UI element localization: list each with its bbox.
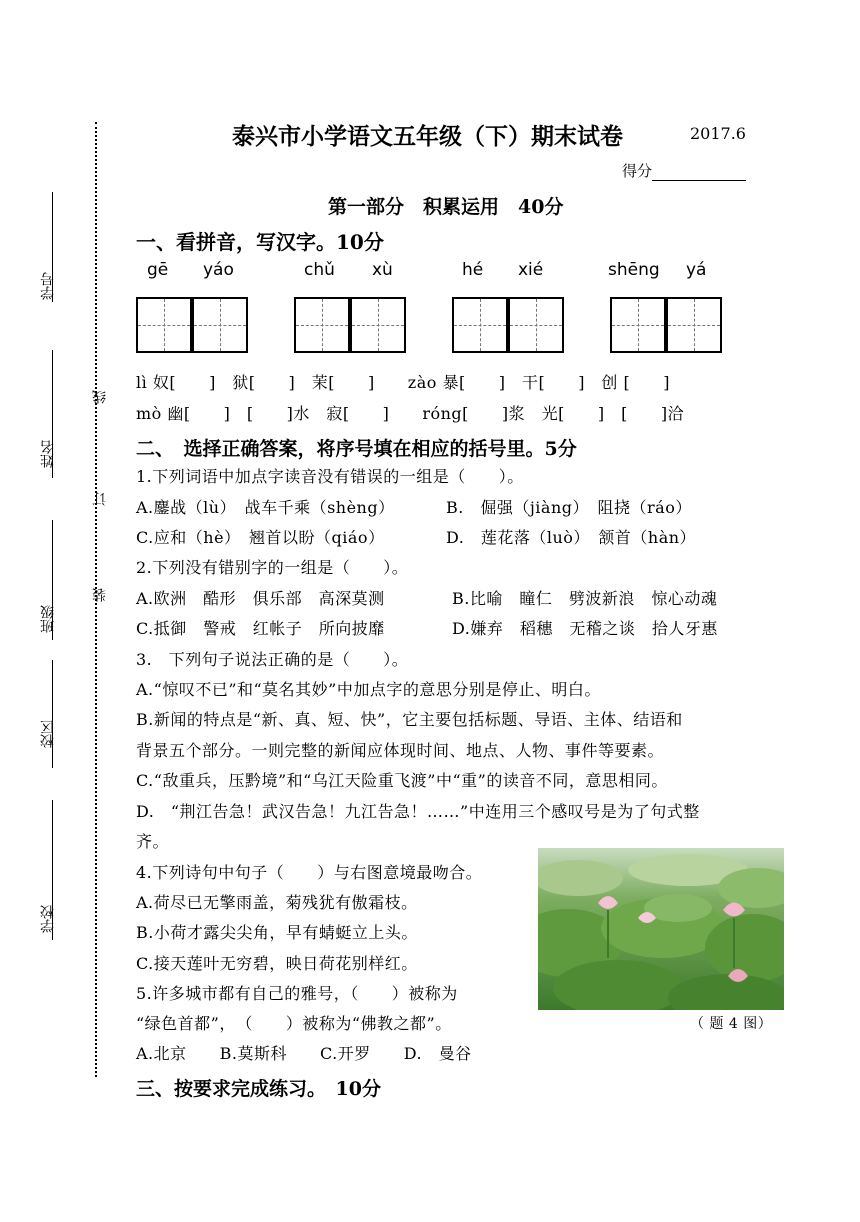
q3-option-a: A.“惊叹不已”和“莫名其妙”中加点字的意思分别是停止、明白。 <box>136 680 601 699</box>
pinyin-7: shēng <box>608 260 660 280</box>
campus-label: 校区 <box>40 720 56 748</box>
pinyin-2: yáo <box>203 260 234 280</box>
q3-option-b-line1: B.新闻的特点是“新、真、短、快”，它主要包括标题、导语、主体、结语和 <box>136 710 683 729</box>
q2-option-c: C.抵御 警戒 红帐子 所向披靡 <box>136 619 385 638</box>
question-5-line1: 5.许多城市都有自己的雅号，（ ）被称为 <box>136 984 458 1003</box>
writing-grid-cell[interactable] <box>666 297 722 353</box>
q1-option-b: B. 倔强（jiàng） 阻挠（ráo） <box>446 498 692 517</box>
student-id-label: 学号 <box>40 272 56 300</box>
question-4: 4.下列诗句中句子（ ）与右图意境最吻合。 <box>136 863 483 882</box>
writing-grid-cell[interactable] <box>610 297 666 353</box>
pinyin-1: gē <box>147 260 169 280</box>
binding-char-order: 订 <box>92 492 108 506</box>
binding-char-bind: 装 <box>92 588 108 602</box>
score-field[interactable] <box>622 160 746 181</box>
pinyin-3: chǔ <box>304 260 335 280</box>
section1-heading: 一、看拼音，写汉字。10分 <box>136 230 384 254</box>
school-label: 学校 <box>40 905 56 933</box>
section3-heading: 三、按要求完成练习。 10分 <box>136 1078 381 1100</box>
writing-grid-cell[interactable] <box>508 297 564 353</box>
question-5-line2: “绿色首都”， （ ）被称为“佛教之都”。 <box>136 1014 452 1033</box>
writing-grid-cell[interactable] <box>350 297 406 353</box>
q3-option-d-line1: D. “荆江告急！武汉告急！九江告急！……”中连用三个感叹号是为了句式整 <box>136 802 700 821</box>
q3-option-d-line2: 齐。 <box>136 832 170 851</box>
question-1: 1.下列词语中加点字读音没有错误的一组是（ ）。 <box>136 467 524 486</box>
pinyin-5: hé <box>462 260 484 280</box>
class-label: 班级 <box>40 605 56 633</box>
question-2: 2.下列没有错别字的一组是（ ）。 <box>136 558 409 577</box>
writing-grid-cell[interactable] <box>136 297 192 353</box>
q2-option-d: D.嫌弃 稻穗 无稽之谈 拾人牙惠 <box>452 619 718 638</box>
fill-line-1: lì 奴[ ] 狱[ ] 茉[ ] zào 暴[ ] 干[ ] 创 [ ] <box>136 373 671 392</box>
part1-title: 第一部分 积累运用 40分 <box>328 196 564 218</box>
exam-date: 2017.6 <box>690 124 746 143</box>
q4-option-b: B.小荷才露尖尖角，早有蜻蜓立上头。 <box>136 923 418 942</box>
q5-options: A.北京 B.莫斯科 C.开罗 D. 曼谷 <box>136 1044 472 1063</box>
q1-option-c: C.应和（hè） 翘首以盼（qiáo） <box>136 528 385 547</box>
q2-option-b: B.比喻 瞳仁 劈波新浪 惊心动魂 <box>452 589 718 608</box>
score-label: 得分 <box>622 162 653 180</box>
pinyin-8: yá <box>686 260 707 280</box>
q1-option-d: D. 莲花落（luò） 颔首（hàn） <box>446 528 697 547</box>
campus-blank <box>52 660 53 768</box>
question-3: 3. 下列句子说法正确的是（ ）。 <box>136 650 409 669</box>
writing-grid-cell[interactable] <box>452 297 508 353</box>
name-label: 姓名 <box>40 440 56 468</box>
fill-line-2: mò 幽[ ] [ ]水 寂[ ] róng[ ]浆 光[ ] [ ]洽 <box>136 404 685 423</box>
section2-heading: 二、 选择正确答案，将序号填在相应的括号里。5分 <box>136 438 577 460</box>
score-blank[interactable] <box>652 164 746 181</box>
q4-option-c: C.接天莲叶无穷碧，映日荷花别样红。 <box>136 954 418 973</box>
q1-option-a: A.鏖战（lù） 战车千乘（shèng） <box>136 498 395 517</box>
q3-option-b-line2: 背景五个部分。一则完整的新闻应体现时间、地点、人物、事件等要素。 <box>136 741 665 760</box>
writing-grid-cell[interactable] <box>294 297 350 353</box>
writing-grid-cell[interactable] <box>192 297 248 353</box>
q3-option-c: C.“敌重兵，压黔境”和“乌江天险重飞渡”中“重”的读音不同，意思相同。 <box>136 771 668 790</box>
exam-title: 泰兴市小学语文五年级（下）期末试卷 <box>232 123 623 150</box>
lotus-pond-image <box>538 848 784 1010</box>
pinyin-4: xù <box>372 260 393 280</box>
binding-char-line: 线 <box>92 390 108 404</box>
pinyin-6: xié <box>518 260 544 280</box>
q2-option-a: A.欧洲 酷形 俱乐部 高深莫测 <box>136 589 385 608</box>
figure-caption: （ 题 4 图） <box>690 1016 773 1032</box>
q4-option-a: A.荷尽已无擎雨盖，菊残犹有傲霜枝。 <box>136 893 418 912</box>
